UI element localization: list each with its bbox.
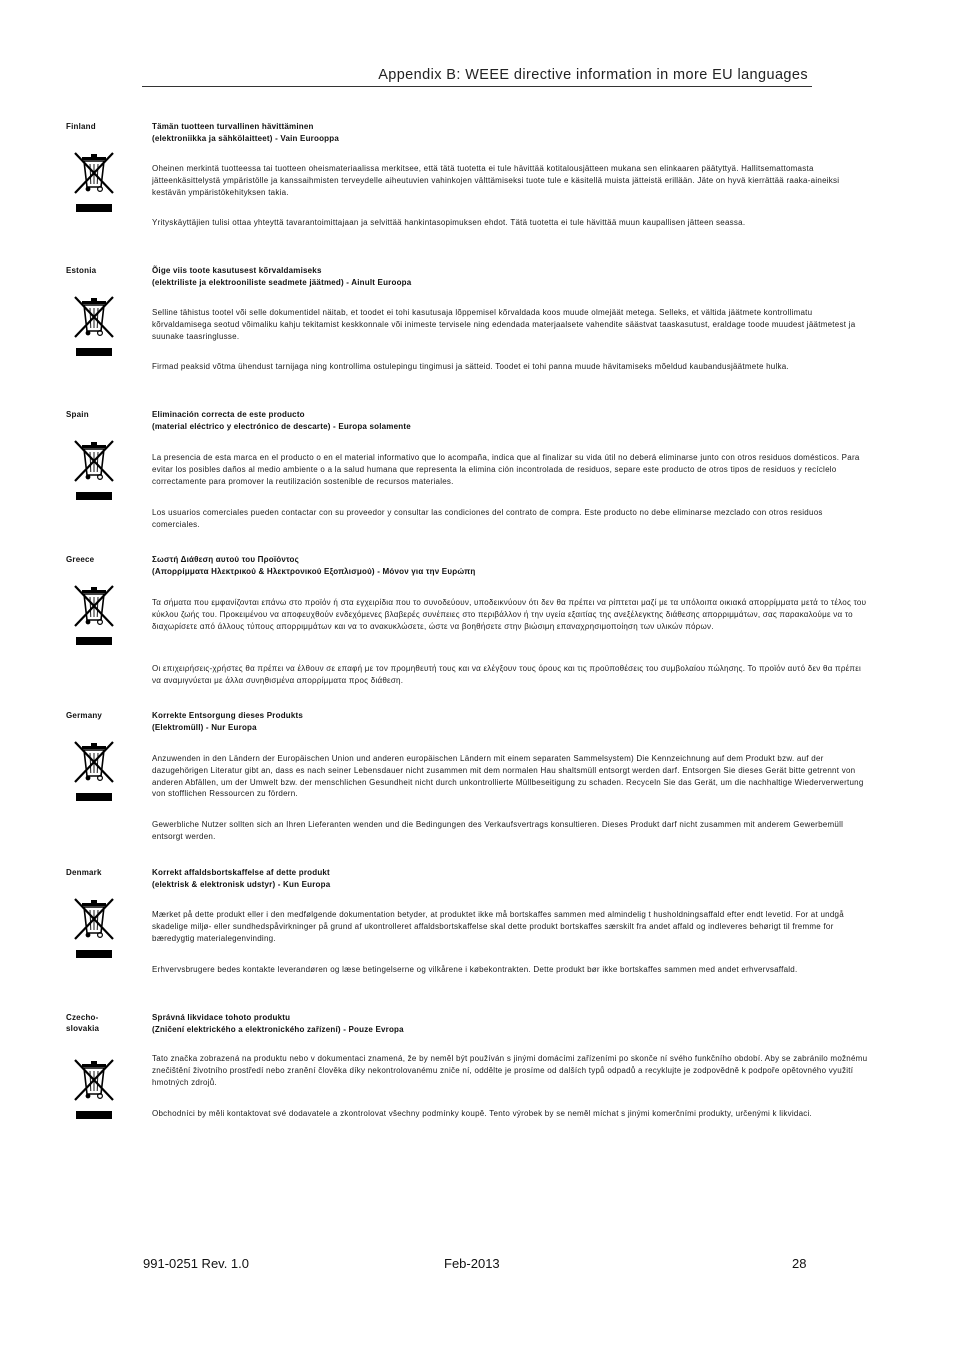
section-paragraph-2: Yrityskäyttäjien tulisi ottaa yhteyttä tavarantoimittajaan ja selvittää hankintasopimuksen ehdot. Tätä tuotetta ei tule hävittää muun kaupallisen jätteen seassa. xyxy=(152,218,746,227)
heading-line-1: Eliminación correcta de este producto xyxy=(152,410,305,419)
section-paragraph-1: Mærket på dette produkt eller i den medfølgende dokumentation betyder, at produktet ikke må bortskaffes sammen med almindelig t husholdningsaffald efter endt levetid. For at undgå skadelige miljø- eller sundhedspåvirkninger på grund af ukontrolleret affaldsbortskaffelse skal dette produkt bortskaffes særskilt fra andet affald og indleveres behørigt til fremme for bæredygtig materialegenvinding. xyxy=(152,910,844,943)
country-label-line-2: slovakia xyxy=(66,1024,100,1033)
section-heading xyxy=(152,867,872,890)
weee-bin-icon xyxy=(72,897,116,961)
section-paragraph-2: Οι επιχειρήσεις-χρήστες θα πρέπει να έλθουν σε επαφή με τον προμηθευτή τους και να ελέγξουν τους όρους και τις προϋποθέσεις του συμβολαίου πώλησης. Το προϊόν αυτό δεν θα πρέπει να αναμιγνύεται με άλλα συνηθισμένα απορρίμματα προς διάθεση. xyxy=(152,664,862,685)
country-label-line-1: Czecho- xyxy=(66,1013,99,1022)
section-paragraph-1: Tato značka zobrazená na produktu nebo v dokumentaci znamená, že by neměl být používán s jinými domácími zařízeními po skonče ní svého funkčního období. Aby se zabránilo možnému znečištění životního prostředí nebo zranění člověka díky nekontrolovanému zniče ní, oddělte je prosíme od dalších typů odpadů a recyklujte je zodpovědně k podpoře opětovného využití hmotných zdrojů. xyxy=(152,1054,868,1087)
heading-line-2: (Elektromüll) - Nur Europa xyxy=(152,722,257,732)
heading-line-1: Σωστή Διάθεση αυτού του Προϊόντος xyxy=(152,555,299,564)
country-label: Greece xyxy=(66,555,95,564)
heading-line-1: Správná likvidace tohoto produktu xyxy=(152,1013,291,1022)
heading-line-2: (Zničení elektrického a elektronického zařízení) - Pouze Evropa xyxy=(152,1024,404,1034)
heading-line-2: (elektrisk & elektronisk udstyr) - Kun Europa xyxy=(152,879,331,889)
section-heading xyxy=(152,265,872,288)
country-label: Germany xyxy=(66,711,103,720)
header-rule xyxy=(142,86,812,87)
page-header-title: Appendix B: WEEE directive information in more EU languages xyxy=(378,67,808,83)
heading-line-1: Õige viis toote kasutusest kõrvaldamiseks xyxy=(152,266,322,275)
section-heading xyxy=(152,554,872,577)
country-label: Finland xyxy=(66,122,96,131)
heading-line-1: Korrekt affaldsbortskaffelse af dette produkt xyxy=(152,868,330,877)
section-paragraph-2: Los usuarios comerciales pueden contactar con su proveedor y consultar las condiciones del contrato de compra. Este producto no debe eliminarse mezclado con otros residuos comerciales. xyxy=(152,508,823,529)
country-label: Estonia xyxy=(66,266,97,275)
heading-line-1: Korrekte Entsorgung dieses Produkts xyxy=(152,711,304,720)
section-paragraph-1: La presencia de esta marca en el producto o en el material informativo que lo acompaña, indica que al finalizar su vida útil no deberá eliminarse junto con otros residuos domésticos. Para evitar los posibles daños al medio ambiente o a la salud humana que representa la elimina ción incontrolada de residuos, separe este producto de otros tipos de residuos y recíclelo correctamente para promover la reutilización sostenible de recursos materiales. xyxy=(152,453,860,486)
section-paragraph-2: Firmad peaksid võtma ühendust tarnijaga ning kontrollima ostulepingu tingimusi ja sätteid. Toodet ei tohi panna muude hävitamiseks mõeldud kaubandusjäätmete hulka. xyxy=(152,362,789,371)
heading-line-2: (Απορρίμματα Ηλεκτρικού & Ηλεκτρονικού Εξοπλισμού) - Μόνον για την Ευρώπη xyxy=(152,566,476,576)
section-paragraph-1: Oheinen merkintä tuotteessa tai tuotteen oheismateriaalissa merkitsee, että tätä tuotetta ei tule hävittää kotitalousjätteen mukana sen elinkaaren päätyttyä. Hallitsemattomasta jätteenkäsittelystä ympäristölle ja kanssaihmisten terveydelle aiheutuvien vahinkojen välttämiseksi tuote tule e käsitellä muista jätteistä erillään. Jäte on hyvä kierrättää raaka-aineiksi kestävän ympäristökehityksen takia. xyxy=(152,164,840,197)
section-heading xyxy=(152,710,872,733)
section-heading xyxy=(152,409,872,432)
weee-bin-icon xyxy=(72,439,116,503)
section-paragraph-1: Selline tähistus tootel või selle dokumentidel näitab, et toodet ei tohi kasutusaja lõppemisel kõrvaldada koos muude olmejäät metega. Selleks, et vältida jäätmete kontrollimatu kõrvaldamisega seotud võimaliku kahju tekitamist keskkonnale või inimeste tervisele ning edendada materjaalsete vahendite säästvat taaskasutust, eraldage toode muudest jäätmetest ja suunake taasringlusse. xyxy=(152,308,856,341)
heading-line-2: (material eléctrico y electrónico de descarte) - Europa solamente xyxy=(152,421,411,431)
section-heading xyxy=(152,121,872,144)
weee-bin-icon xyxy=(72,740,116,804)
footer-doc-id: 991-0251 Rev. 1.0 xyxy=(143,1256,249,1271)
weee-bin-icon xyxy=(72,151,116,215)
heading-line-2: (elektroniikka ja sähkölaitteet) - Vain Eurooppa xyxy=(152,133,339,143)
footer-page-number: 28 xyxy=(792,1256,807,1271)
section-paragraph-1: Anzuwenden in den Ländern der Europäischen Union und anderen europäischen Ländern mit einem separaten Sammelsystem) Die Kennzeichnung auf dem Produkt bzw. auf der dazugehörigen Literatur gibt an, dass es nach seiner Lebensdauer nicht zusammen mit dem normalen Hau shaltsmüll entsorgt werden darf. Entsorgen Sie dieses Gerät bitte getrennt von anderen Abfällen, um der Umwelt bzw. der menschlichen Gesundheit nicht durch unkontrollierte Müllbeseitigung zu schaden. Recyceln Sie das Gerät, um die nachhaltige Wiederverwertung von stofflichen Ressourcen zu fördern. xyxy=(152,754,864,799)
country-label xyxy=(66,1012,99,1034)
section-paragraph-2: Erhvervsbrugere bedes kontakte leverandøren og læse betingelserne og vilkårene i købekontrakten. Dette produkt bør ikke bortskaffes sammen med andet erhvervsaffald. xyxy=(152,965,798,974)
section-paragraph-1: Τα σήματα που εμφανίζονται επάνω στο προϊόν ή στα εγχειρίδια που το συνοδεύουν, υποδεικνύουν ότι δεν θα πρέπει να ρίπτεται μαζί με τα υπόλοιπα οικιακά απορρίμματα μετά το τέλος του κύκλου ζωής του. Προκειμένου να αποφευχθούν ενδεχόμενες βλαβερές συνέπειες στο περιβάλλον ή την υγεία εξαιτίας της ανεξέλεγκτης διάθεσης απορριμμάτων, σας παρακαλούμε να το διαχωρίσετε από άλλους τύπους απορριμμάτων και να το ανακυκλώσετε, ώστε να βοηθήσετε στην βιώσιμη επαναχρησιμοποίηση των υλικών πόρων. xyxy=(152,598,867,631)
footer-date: Feb-2013 xyxy=(444,1256,500,1271)
country-label: Denmark xyxy=(66,868,102,877)
heading-line-2: (elektriliste ja elektrooniliste seadmete jäätmed) - Ainult Euroopa xyxy=(152,277,412,287)
weee-bin-icon xyxy=(72,584,116,648)
section-paragraph-2: Obchodníci by měli kontaktovat své dodavatele a zkontrolovat všechny podmínky koupě. Tento výrobek by se neměl míchat s jinými komerčními produkty, určenými k likvidaci. xyxy=(152,1109,813,1118)
weee-bin-icon xyxy=(72,295,116,359)
country-label: Spain xyxy=(66,410,89,419)
section-paragraph-2: Gewerbliche Nutzer sollten sich an Ihren Lieferanten wenden und die Bedingungen des Verkaufsvertrags konsultieren. Dieses Produkt darf nicht zusammen mit anderem Gewerbemüll entsorgt werden. xyxy=(152,820,844,841)
section-heading xyxy=(152,1012,872,1035)
weee-bin-icon xyxy=(72,1058,116,1122)
heading-line-1: Tämän tuotteen turvallinen hävittäminen xyxy=(152,122,314,131)
